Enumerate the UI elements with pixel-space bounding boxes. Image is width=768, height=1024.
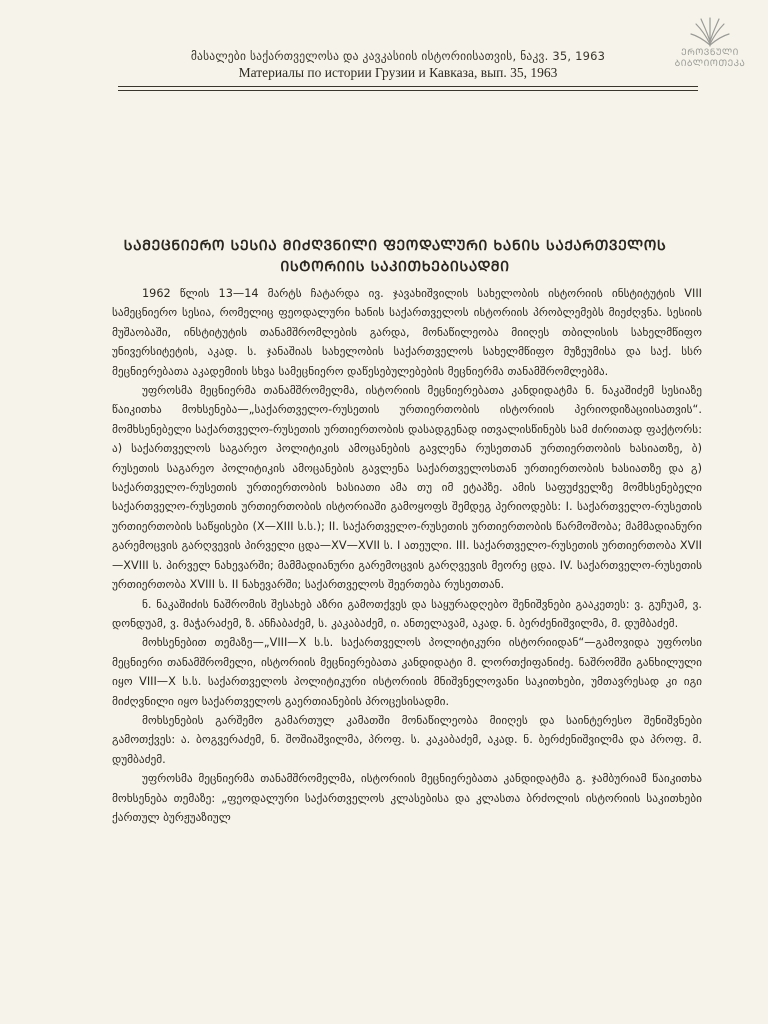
logo-text-line-1: ᲔᲠᲝᲕᲜᲣᲚᲘ [681, 48, 739, 58]
library-stamp-logo [660, 14, 760, 80]
paragraph: ნ. ნაკაშიძის ნაშრომის შესახებ აზრი გამოთქვეს და საყურადღებო შენიშვნები გააკეთეს: ვ. გუჩუამ, ვ. დონდუამ, ვ. მაჭარაძემ, ზ. ანჩაბაძემ, ს. კაკაბაძემ, ი. ანთელავამ, აკად. ნ. ბერძენიშვილმა, მ. დუმბაძემ. [112, 597, 702, 630]
header-georgian-line: მასალები საქართველოსა და კავკასიის ისტორიისათვის, ნაკვ. 35, 1963 [190, 49, 606, 63]
article-body [112, 284, 702, 827]
wheat-emblem-icon [688, 14, 732, 48]
header-rule-thick [118, 86, 698, 87]
paragraph: მოხსენებით თემაზე—„VIII—X ს.ს. საქართველოს პოლიტიკური ისტორიიდან“—გამოვიდა უფროსი მეცნიერი თანამშრომელი, ისტორიის მეცნიერებათა კანდიდატი მ. ლორთქიფანიძე. ნაშრომში განხილული იყო VIII—X ს.ს. საქართველოს პოლიტიკური ისტორიის მნიშვნელოვანი საკითხები, უმთავრესად კი იგი მიძღვნილი იყო საქართველოს გაერთიანების პროცესისადმი. [112, 636, 702, 708]
paragraph: 1962 წლის 13—14 მარტს ჩატარდა ივ. ჯავახიშვილის სახელობის ისტორიის ინსტიტუტის VIII სამეცნიერო სესია, რომელიც ფეოდალური ხანის საქართველოს ისტორიის პრობლემებს მიეძღვნა. სესიის მუშაობაში, ინსტიტუტის თანამშრომლების გარდა, მონაწილეობა მიიღეს თბილისის სახელმწიფო უნივერსიტეტის, აკად. ს. ჯანაშიას სახელობის საქართველოს სახელმწიფო მუზეუმისა და საქ. სსრ მეცნიერებათა აკადემიის სხვა სამეცნიერო დაწესებულებების მეცნიერმა თანამშრომლებმა. [112, 287, 702, 378]
paragraph: უფროსმა მეცნიერმა თანამშრომელმა, ისტორიის მეცნიერებათა კანდიდატმა ნ. ნაკაშიძემ სესიაზე წაიკითხა მოხსენება—„საქართველო-რუსეთის ურთიერთობის ისტორიის პერიოდიზაციისათვის“. მომხსენებელი საქართველო-რუსეთის ურთიერთობის დასადგენად ითვალისწინებს სამ ძირითად ფაქტორს: ა) საქართველოს საგარეო პოლიტიკის ამოცანების გავლენა რუსეთთან ურთიერთობის ხასიათზე, ბ) რუსეთის საგარეო პოლიტიკის ამოცანების გავლენა საქართველოსთან ურთიერთობის ხასიათზე და გ) საქართველო-რუსეთის ურთიერთობის ხასიათი ამა თუ იმ ეტაპზე. ამის საფუძველზე მომხსენებელი საქართველო-რუსეთის ურთიერთობის ისტორიაში გამოყოფს შემდეგ პერიოდებს: I. საქართველო-რუსეთის ურთიერთობის საწყისები (X—XIII ს.ს.); II. საქართველო-რუსეთის ურთიერთობის წარმოშობა; მამმადიანური გარემოცვის გარღვევის პირველი ცდა—XV—XVII ს. I ათეული. III. საქართველო-რუსეთის ურთიერთობა XVII—XVIII ს. პირველ ნახევარში; მამმადიანური გარემოცვის გარღვევის მეორე ცდა. IV. საქართველო-რუსეთის ურთიერთობა XVIII ს. II ნახევარში; საქართველოს შეერთება რუსეთთან. [112, 384, 702, 592]
article-title: ᲡᲐᲛᲔᲪᲜᲘᲔᲠᲝ ᲡᲔᲡᲘᲐ ᲛᲘᲫᲦᲕᲜᲘᲚᲘ ᲤᲔᲝᲓᲐᲚᲣᲠᲘ ᲮᲐᲜᲘᲡ ᲡᲐᲥᲐᲠᲗᲕᲔᲚᲝᲡ ᲘᲡᲢᲝᲠᲘᲘᲡ ᲡᲐᲙᲘᲗᲮᲔᲑᲘᲡᲐᲓᲛᲘ [123, 238, 667, 275]
header-russian-line: Материалы по истории Грузии и Кавказа, вып. 35, 1963 [238, 65, 558, 80]
running-header [118, 48, 678, 82]
paragraph: უფროსმა მეცნიერმა თანამშრომელმა, ისტორიის მეცნიერებათა კანდიდატმა გ. ჯამბურიამ წაიკითხა მოხსენება თემაზე: „ფეოდალური საქართველოს კლასებისა და კლასთა ბრძოლის ისტორიის საკითხები ქართულ ბურჟუაზიულ [112, 772, 702, 824]
logo-text-line-2: ᲑᲘᲑᲚᲘᲝᲗᲔᲙᲐ [674, 59, 746, 69]
header-rule-thin [118, 90, 698, 91]
paragraph: მოხსენების გარშემო გამართულ კამათში მონაწილეობა მიიღეს და საინტერესო შენიშვნები გამოთქვეს: ა. ბოგვერაძემ, ნ. შოშიაშვილმა, პროფ. ს. კაკაბაძემ, აკად. ნ. ბერძენიშვილმა და პროფ. მ. დუმბაძემ. [112, 713, 702, 766]
